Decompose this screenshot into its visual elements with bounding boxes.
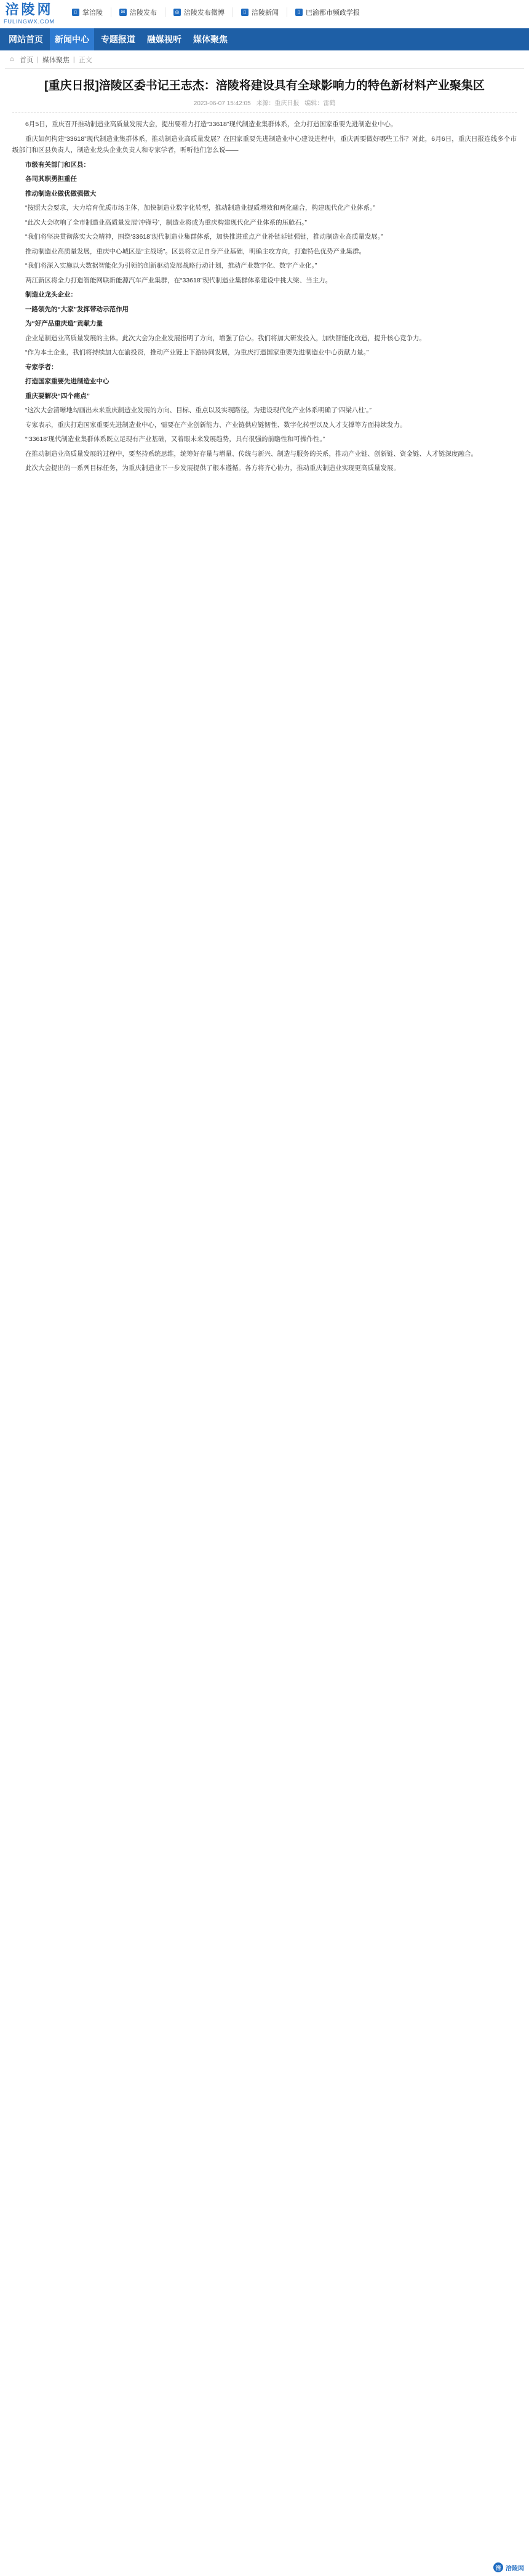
article-subheading: 推动制造业做优做强做大 — [25, 189, 97, 197]
mobile-icon: ▯ — [241, 9, 249, 16]
article-paragraph: “我们将深入实施以大数据智能化为引领的创新驱动发展战略行动计划，推动产业数字化、数字产业化。” — [25, 262, 317, 269]
article-title: [重庆日报]涪陵区委书记王志杰：涪陵将建设具有全球影响力的特色新材料产业聚集区 — [44, 79, 485, 92]
nav-item[interactable]: 专题报道 — [101, 34, 135, 44]
top-link[interactable] — [111, 7, 165, 17]
article-subheading: 专家学者： — [25, 363, 58, 371]
breadcrumb — [5, 50, 524, 69]
article-paragraph: 此次大会提出的一系列目标任务，为重庆制造业下一步发展提供了根本遵循。各方将齐心协力，推动重庆制造业实现更高质量发展。 — [25, 464, 400, 472]
article-paragraph: “‘33618’现代制造业集群体系既立足现有产业基础，又着眼未来发展趋势，具有很强的前瞻性和可操作性。” — [25, 435, 325, 443]
nav-item[interactable]: 新闻中心 — [50, 28, 94, 50]
article-editor: 编辑：雷鹤 — [304, 100, 336, 107]
site-badge-icon: 涪 — [493, 2562, 503, 2572]
article-meta — [12, 98, 517, 113]
article-paragraph: 企业是制造业高质量发展的主体。此次大会为企业发展指明了方向，增强了信心。我们将加大研发投入，加快智能化改造，提升核心竞争力。 — [25, 334, 426, 342]
article-paragraph: “此次大会吹响了全市制造业高质量发展‘冲锋号’，制造业将成为重庆构建现代化产业体系的压舱石。” — [25, 218, 307, 226]
article-subheading: 为“好产品重庆造”贡献力量 — [25, 320, 103, 327]
top-link[interactable] — [233, 7, 287, 17]
logo-title: 涪陵网 — [5, 2, 54, 18]
mobile-icon: ▯ — [72, 9, 79, 16]
top-link[interactable] — [287, 7, 368, 17]
article-source: 来源：重庆日报 — [256, 100, 300, 107]
nav-item[interactable]: 媒体聚焦 — [193, 34, 228, 44]
article-paragraph: 推动制造业高质量发展，重庆中心城区是“主战场”。区县将立足自身产业基础，明确主攻方向，打造特色优势产业集群。 — [25, 247, 365, 255]
article-paragraph: 6月5日，重庆召开推动制造业高质量发展大会，提出要着力打造“33618”现代制造业集群体系，全力打造国家重要先进制造业中心。 — [25, 121, 397, 128]
top-link-label: 巴渝都市频政学报 — [306, 9, 360, 17]
article-body — [12, 119, 517, 474]
article-paragraph: “我们将坚决贯彻落实大会精神，围绕‘33618’现代制造业集群体系，加快推进重点产业补链延链强链，推动制造业高质量发展。” — [25, 233, 383, 241]
breadcrumb-separator: | — [37, 55, 39, 63]
article-paragraph: “按照大会要求，大力培育优质市场主体，加快制造业数字化转型，推动制造业提质增效和两化融合，构建现代化产业体系。” — [25, 204, 375, 212]
article-paragraph: 在推动制造业高质量发展的过程中，要坚持系统思维，统筹好存量与增量、传统与新兴、制造与服务的关系，推动产业链、创新链、资金链、人才链深度融合。 — [25, 450, 477, 458]
top-link-label: 涪陵发布 — [130, 9, 157, 17]
breadcrumb-separator: | — [73, 55, 75, 63]
article-paragraph: “这次大会清晰地勾画出未来重庆制造业发展的方向、目标、重点以及实现路径，为建设现代化产业体系明确了‘四梁八柱’。” — [25, 407, 372, 414]
top-links — [64, 7, 368, 17]
top-link-label: 涪陵新闻 — [252, 9, 279, 17]
article-paragraph: “作为本土企业，我们将持续加大在渝投资，推动产业链上下游协同发展，为重庆打造国家重要先进制造业中心贡献力量。” — [25, 349, 369, 356]
breadcrumb-current: 正文 — [78, 56, 92, 64]
article-subheading: 各司其职勇担重任 — [25, 175, 77, 183]
footer-watermark — [493, 2562, 524, 2572]
article-subheading: 制造业龙头企业： — [25, 291, 77, 298]
article-subheading: 打造国家重要先进制造业中心 — [25, 378, 109, 385]
article-subheading: 一路领先的“大家”发挥带动示范作用 — [25, 305, 129, 313]
article-date: 2023-06-07 15:42:05 — [193, 100, 251, 107]
breadcrumb-home[interactable]: 首页 — [20, 56, 33, 64]
top-link[interactable] — [165, 7, 233, 17]
top-link[interactable] — [64, 7, 111, 17]
site-header — [0, 0, 529, 28]
footer-watermark-text: 涪陵网 — [506, 2565, 524, 2572]
home-icon: ⌂ — [10, 55, 14, 63]
logo-subtitle: FULINGWX.COM — [4, 18, 55, 25]
article-paragraph: 重庆如何构建“33618”现代制造业集群体系，推动制造业高质量发展？在国家重要先进制造业中心建设进程中，重庆需要做好哪些工作？对此，6月6日，重庆日报连线多个市级部门和区县负责人，制造业龙头企业负责人和专家学者，听听他们怎么说—— — [12, 135, 517, 154]
top-link-label: 涪陵发布微博 — [184, 9, 225, 17]
top-link-label: 掌涪陵 — [82, 9, 103, 17]
article-paragraph: 专家表示，重庆打造国家重要先进制造业中心，需要在产业创新能力、产业链供应链韧性、数字化转型以及人才支撑等方面持续发力。 — [25, 421, 407, 429]
weibo-icon: ◎ — [173, 9, 181, 16]
article-subheading: 市级有关部门和区县： — [25, 161, 90, 169]
nav-item[interactable]: 融媒视听 — [147, 34, 181, 44]
article-paragraph: 两江新区将全力打造智能网联新能源汽车产业集群，在“33618”现代制造业集群体系建设中挑大梁、当主力。 — [25, 276, 332, 284]
mobile-icon: ▯ — [295, 9, 303, 16]
article — [12, 69, 517, 474]
breadcrumb-section[interactable]: 媒体聚焦 — [42, 56, 70, 64]
message-icon: ✉ — [119, 9, 127, 16]
main-nav — [0, 28, 529, 50]
site-logo[interactable] — [4, 1, 55, 25]
nav-item[interactable]: 网站首页 — [9, 34, 43, 44]
article-subheading: 重庆要解决“四个痛点” — [25, 392, 90, 400]
